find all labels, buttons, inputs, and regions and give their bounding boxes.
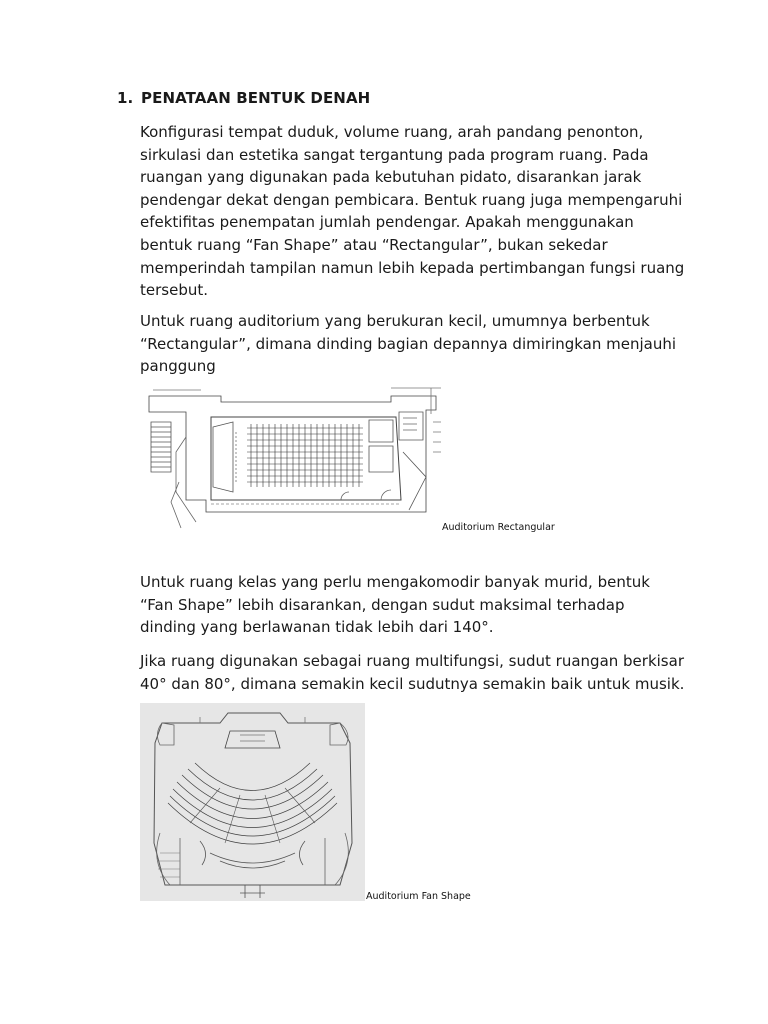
fan-shape-floor-plan-image bbox=[140, 703, 365, 901]
section-heading bbox=[117, 89, 370, 107]
paragraph-rectangular: Untuk ruang auditorium yang berukuran kecil, umumnya berbentuk “Rectangular”, dimana dinding bagian depannya dimiringkan menjauhi panggung bbox=[140, 312, 677, 376]
paragraph-multifunction: Jika ruang digunakan sebagai ruang multifungsi, sudut ruangan berkisar 40° dan 80°, dimana semakin kecil sudutnya semakin baik untuk musik. bbox=[140, 652, 685, 693]
rectangular-caption: Auditorium Rectangular bbox=[442, 522, 555, 533]
rectangular-floor-plan-image bbox=[141, 382, 447, 530]
section-title: PENATAAN BENTUK DENAH bbox=[141, 89, 371, 107]
fan-shape-caption: Auditorium Fan Shape bbox=[366, 891, 471, 902]
paragraph-configuration: Konfigurasi tempat duduk, volume ruang, arah pandang penonton, sirkulasi dan estetika sangat tergantung pada program ruang. Pada ruangan yang digunakan pada kebutuhan pidato, disarankan jarak pendengar dekat dengan pembicara. Bentuk ruang juga mempengaruhi efektifitas penempatan jumlah pendengar. Apakah menggunakan bentuk ruang “Fan Shape” atau “Rectangular”, bukan sekedar memperindah tampilan namun lebih kepada pertimbangan fungsi ruang tersebut. bbox=[140, 123, 685, 300]
paragraph-fan-shape: Untuk ruang kelas yang perlu mengakomodir banyak murid, bentuk “Fan Shape” lebih disarankan, dengan sudut maksimal terhadap dinding yang berlawanan tidak lebih dari 140°. bbox=[140, 573, 650, 637]
section-number: 1. bbox=[117, 89, 134, 107]
